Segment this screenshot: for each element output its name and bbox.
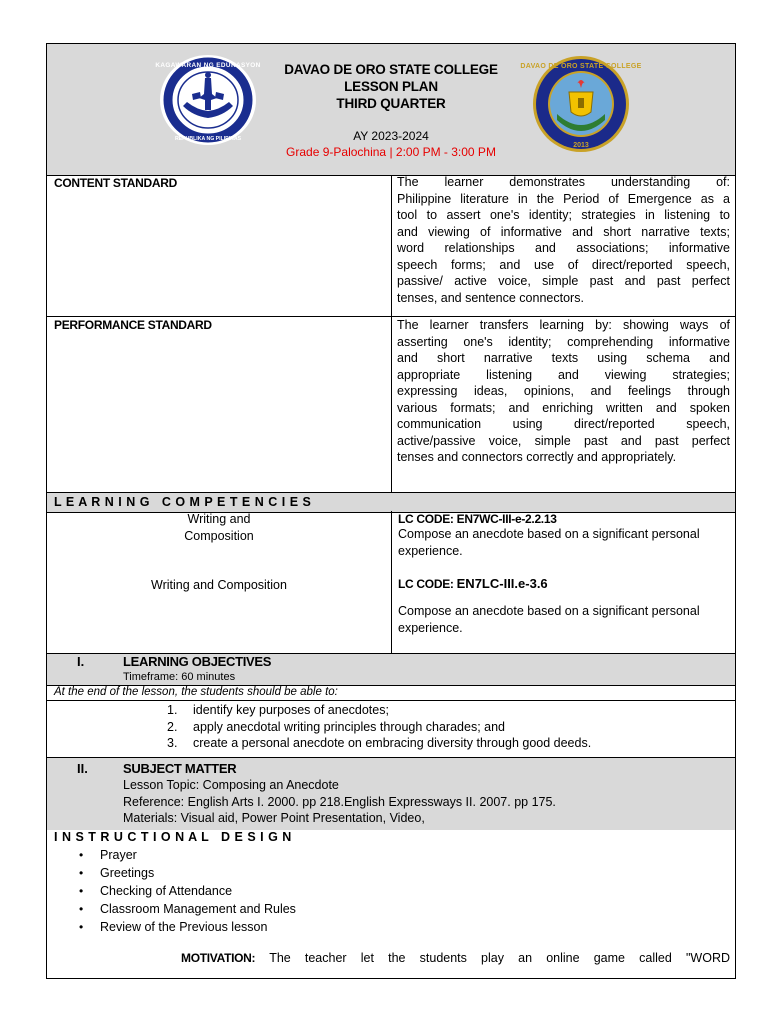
lc-desc-1: Compose an anecdote based on a significant personal experience. <box>398 527 700 558</box>
materials: Materials: Visual aid, Power Point Presentation, Video, <box>123 811 425 825</box>
routine-list <box>100 846 600 936</box>
section-time: Grade 9-Palochina | 2:00 PM - 3:00 PM <box>286 145 496 159</box>
lesson-topic: Lesson Topic: Composing an Anecdote <box>123 778 339 792</box>
subject-matter-details <box>123 777 723 827</box>
objectives-intro: At the end of the lesson, the students should be able to: <box>54 686 338 698</box>
content-standard-text: The learner demonstrates understanding of: Philippine literature in the Period of Emergence as a tool to assert one's identity; strategies in listening to and viewing of informative and short narrative texts; word relationships and associations; informative speech forms; and use of direct/reported speech, passive/ active voice, simple past and past perfect tenses, and sentence connectors. <box>397 175 730 305</box>
academic-year: AY 2023-2024 <box>353 129 429 143</box>
list-item: • Checking of Attendance <box>100 882 600 900</box>
quarter-label: THIRD QUARTER <box>336 96 446 111</box>
content-standard-label: CONTENT STANDARD <box>54 176 177 190</box>
college-name: DAVAO DE ORO STATE COLLEGE <box>284 62 498 77</box>
svg-text:2013: 2013 <box>573 142 589 149</box>
motivation-text: The teacher let the students play an online game called "WORD <box>269 951 730 965</box>
list-item: • Prayer <box>100 846 600 864</box>
list-item: • Greetings <box>100 864 600 882</box>
motivation-label: MOTIVATION: <box>181 951 256 965</box>
lesson-plan-page <box>46 43 736 979</box>
competency-domain-2: Writing and Composition <box>151 578 287 592</box>
svg-text:REPUBLIKA NG PILIPINAS: REPUBLIKA NG PILIPINAS <box>174 136 242 142</box>
objectives-list <box>167 702 727 752</box>
motivation-paragraph <box>181 950 730 967</box>
svg-text:DAVAO DE ORO STATE COLLEGE: DAVAO DE ORO STATE COLLEGE <box>520 63 642 70</box>
lc-desc-2: Compose an anecdote based on a significant personal experience. <box>398 604 700 635</box>
subject-matter-numeral: II. <box>77 761 88 776</box>
lc-code-1: LC CODE: EN7WC-III-e-2.2.13 <box>398 512 557 526</box>
performance-standard-text: The learner transfers learning by: showing ways of asserting one's identity; comprehending informative and short narrative texts using schema and appropriate listening and viewing strategies; expressing ideas, opinions, and feelings through various formats; and enriching written and spoken communication using direct/reported speech, active/passive voice, simple past and past perfect tenses and connectors correctly and appropriately. <box>397 318 730 464</box>
list-item: • Review of the Previous lesson <box>100 918 600 936</box>
list-item: • Classroom Management and Rules <box>100 900 600 918</box>
competency-domain-1: Writing and Composition <box>184 512 254 543</box>
objective-item: 2. apply anecdotal writing principles through charades; and <box>167 719 505 734</box>
objectives-title: LEARNING OBJECTIVES <box>123 654 272 669</box>
objectives-numeral: I. <box>77 654 85 669</box>
document-type: LESSON PLAN <box>344 79 438 94</box>
learning-competencies-title: L E A R N I N G C O M P E T E N C I E S <box>54 495 312 509</box>
objective-item: 1. identify key purposes of anecdotes; <box>167 703 389 717</box>
performance-standard-label: PERFORMANCE STANDARD <box>54 318 212 332</box>
college-seal-icon <box>520 54 642 154</box>
objectives-timeframe: Timeframe: 60 minutes <box>123 671 236 683</box>
lc-code-2: LC CODE: EN7LC-III.e-3.6 <box>398 576 548 591</box>
deped-seal-icon <box>155 54 261 146</box>
instructional-design-title: I N S T R U C T I O N A L D E S I G N <box>54 830 292 844</box>
svg-text:KAGAWARAN NG EDUKASYON: KAGAWARAN NG EDUKASYON <box>155 62 261 69</box>
subject-matter-title: SUBJECT MATTER <box>123 761 237 776</box>
objective-item: 3. create a personal anecdote on embracing diversity through good deeds. <box>167 736 592 750</box>
reference: Reference: English Arts I. 2000. pp 218.English Expressways II. 2007. pp 175. <box>123 794 556 809</box>
header-band <box>47 44 735 176</box>
